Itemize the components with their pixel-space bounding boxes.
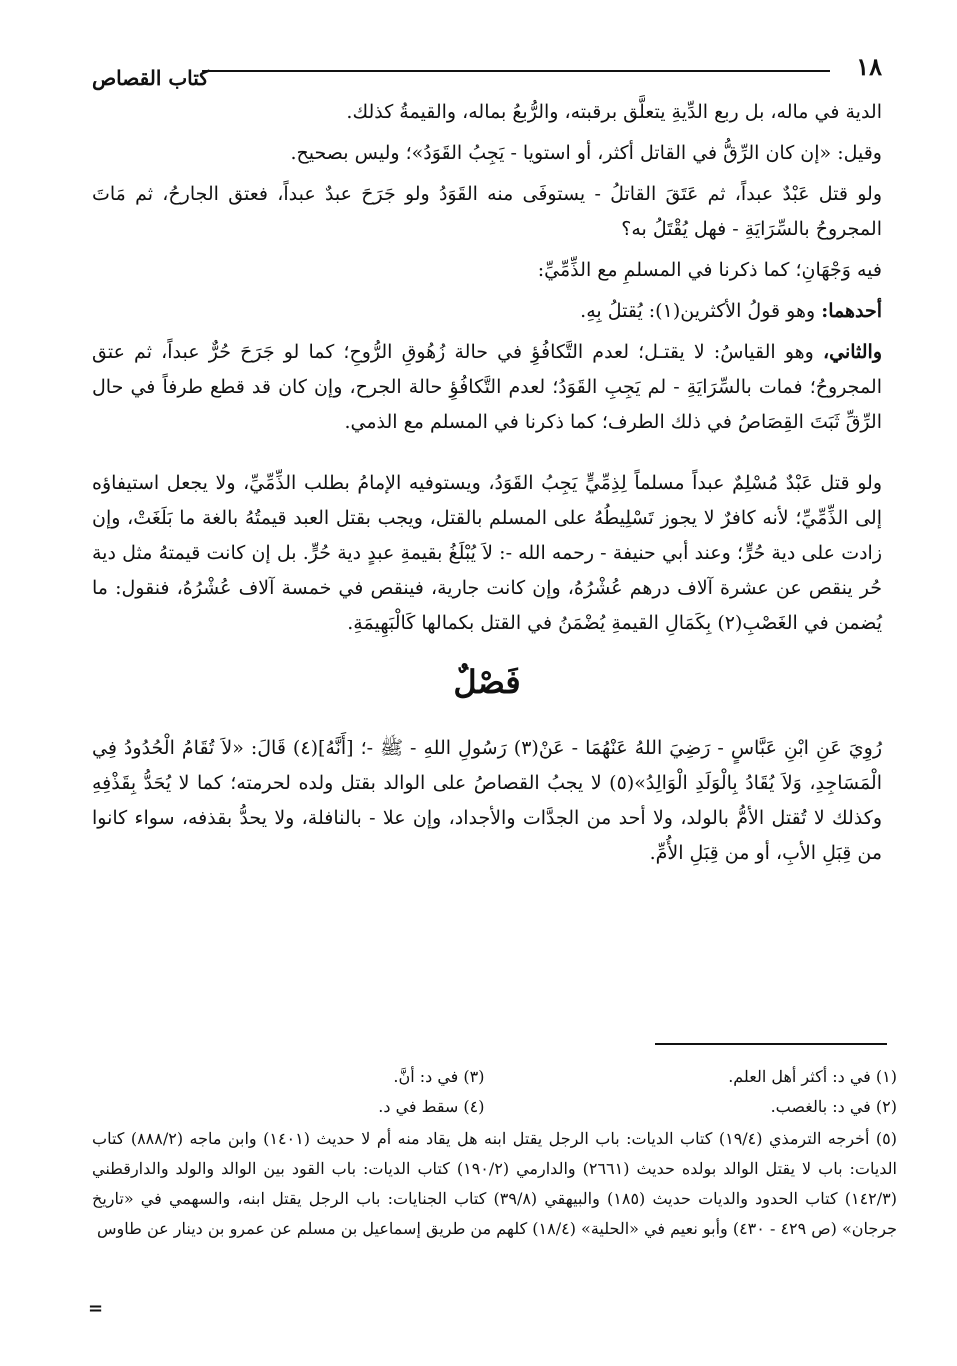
page-header bbox=[92, 52, 882, 92]
short-footnotes bbox=[92, 1062, 897, 1122]
footnote-rule bbox=[655, 1043, 887, 1045]
running-title: كتاب القصاص bbox=[92, 66, 209, 90]
footnote-2: (٢) في د: بالغصب. bbox=[770, 1097, 897, 1116]
first-view-text: وهو قولُ الأكثرين(١): يُقتلُ بِهِ. bbox=[580, 300, 822, 322]
paragraph-6 bbox=[92, 335, 882, 440]
paragraph-7: ولو قتل عَبْدٌ مُسْلِمٌ عبداً مسلماً لِذِمِّيٍّ يَجِبُ القَوَدُ، ويستوفيه الإمامُ بطلب الذِّمِّيِّ، ولا يجعل استيفاؤه إلى الذِّمِّيِّ؛ لأنه كافرٌ لا يجوز تَسْلِيطُهُ على المسلم بالقتل، ويجب بقتل العبد قيمتُهُ بالغة ما بَلَغَتْ، وإن زادت على دية حُرٍّ؛ وعند أبي حنيفة - رحمه الله -: لاَ يُبْلَغُ بقيمةِ عبدٍ دية حُرٍّ. بل إن كانت قيمتهُ مثل دية حُر ينقص عن عشرة آلاف درهم عُشْرُهُ، وإن كانت جارية، فينقص في خمسة آلاف عُشْرُهُ، فنقول: ما يُضمن في الغَصْبِ(٢) بِكَمَالِ القيمةِ يُضْمَنُ في القتل بكمالها كَالْبَهِيمَةِ. bbox=[92, 472, 882, 634]
paragraph-5 bbox=[92, 294, 882, 329]
section-heading: فَصْلٌ bbox=[453, 663, 521, 701]
main-text bbox=[92, 95, 882, 877]
second-view-label: والثاني، bbox=[822, 341, 882, 363]
paragraph-8: رُوِيَ عَنِ ابْنِ عَبَّاسٍ - رَضِيَ اللهُ عَنْهُمَا - عَنْ(٣) رَسُولِ اللهِ - ﷺ -؛ [أَنَّهُ](٤) قَالَ: «لاَ تُقَامُ الْحُدُودُ فِي الْمَسَاجِدِ، وَلاَ يُقَادُ بِالْوَلَدِ الْوَالِدُ»(٥) لا يجبُ القصاصُ على الوالد بقتل ولده لحرمته؛ كما لا يُحَدُّ بِقَذْفِهِ وكذلك لا تُقتل الأمُّ بالولد، ولا أحد من الجدَّات والأجداد، وإن علا - بالنافلة، ولا يحدُّ بقذفه، سواء كانوا من قِبَلِ الأبِ، أو من قِبَلِ الأُمِّ. bbox=[92, 737, 883, 864]
second-view-text: وهو القياسُ: لا يقتـل؛ لعدم التَّكافُؤِ في حالة زُهُوقِ الرُّوحِ؛ كما لو جَرَحَ حُرٌّ عبداً، ثم عتق المجروحُ؛ فمات بالسِّرَايَةِ - لم يَجِبِ القَوَدُ؛ لعدم التَّكافُؤِ حالة الجرح، وإن كان قد قطع طرفاً في حال الرِّقِّ ثَبَتَ القِصَاصُ في ذلك الطرف؛ كما ذكرنا في المسلم مع الذمي. bbox=[92, 341, 882, 433]
footnote-4: (٤) سقط في د. bbox=[378, 1097, 485, 1116]
paragraph-4: فيه وَجْهَانِ؛ كما ذكرنا في المسلمِ مع الذِّمِّيِّ: bbox=[537, 259, 882, 281]
first-view-label: أحدهما: bbox=[821, 300, 882, 322]
page-number: ١٨ bbox=[856, 52, 882, 81]
paragraph-2: وقيل: «إن كان الرِّقُّ في القاتل أكثر، أو استويا - يَجِبُ القَوَدُ»؛ وليس بصحيح. bbox=[290, 142, 882, 164]
footnote-5: (٥) أخرجه الترمذي (١٩/٤) كتاب الديات: باب الرجل يقتل ابنه هل يقاد منه أم لا حديث (١٤٠١) وابن ماجه (٨٨٨/٢) كتاب الديات: باب لا يقتل الوالد بولده حديث (٢٦٦١) والدارمي (١٩٠/٢) كتاب الديات: باب القود بين الوالد والولد والدارقطني (١٤٢/٣) كتاب الحدود والديات حديث (١٨٥) والبيهقي (٣٩/٨) كتاب الجنايات: باب الرجل يقتل ابنه، والسهمي في «تاريخ جرجان» (ص ٤٢٩ - ٤٣٠) وأبو نعيم في «الحلية» (١٨/٤) كلهم من طريق إسماعيل بن مسلم عن عمرو بن دينار عن طاوس bbox=[92, 1129, 898, 1238]
paragraph-3: ولو قتل عَبْدٌ عبداً، ثم عَتَقَ القاتلُ - يستوفَى منه القَوَدُ ولو جَرَحَ عبدٌ عبداً، فعتق الجارحُ، ثم مَاتَ المجروحُ بالسِّرَايَةِ - فهل يُقْتَلُ به؟ bbox=[92, 183, 882, 240]
continuation-mark: = bbox=[88, 1298, 104, 1319]
footnote-3: (٣) في د: أنَّ. bbox=[393, 1067, 485, 1086]
footnote-1: (١) في د: أكثر أهل العلم. bbox=[728, 1067, 897, 1086]
paragraph-1: الدية في ماله، بل ربع الدِّيةِ يتعلَّق برقبته، والرُّبعُ بماله، والقيمةُ كذلك. bbox=[346, 101, 882, 123]
header-rule bbox=[202, 70, 830, 72]
footnotes bbox=[92, 1062, 897, 1244]
